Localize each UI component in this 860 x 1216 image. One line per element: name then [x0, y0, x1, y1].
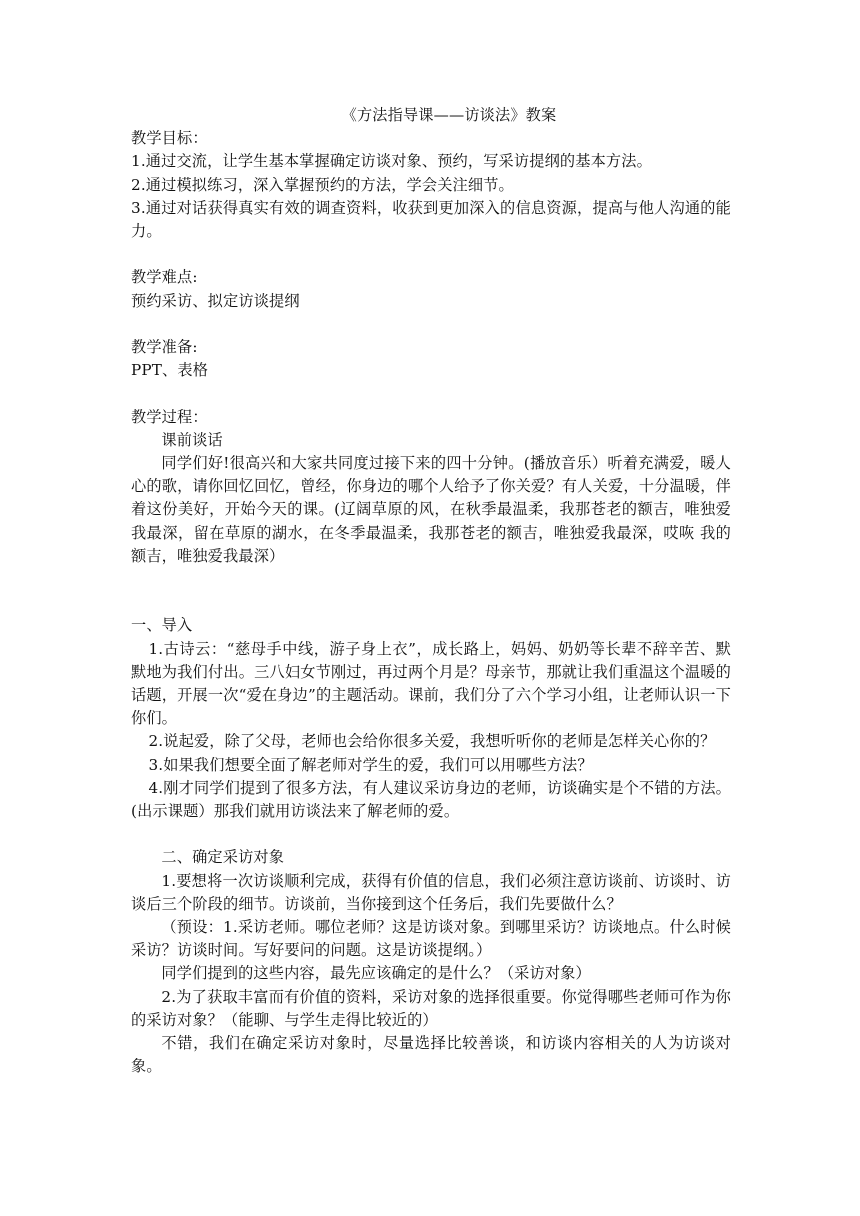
section2-paragraph-5: 不错，我们在确定采访对象时，尽量选择比较善谈，和访谈内容相关的人为访谈对象。: [131, 1034, 731, 1076]
section2-paragraph-3: 同学们提到的这些内容，最先应该确定的是什么？（采访对象）: [161, 964, 591, 983]
document-page: [131, 104, 731, 1078]
preparation-heading: 教学准备:: [131, 338, 198, 356]
section1-item-4: 4.刚才同学们提到了很多方法，有人建议采访身边的老师，访谈确实是个不错的方法。(出示课题）那我们就用访谈法来了解老师的爱。: [131, 778, 731, 821]
section2-paragraph-2: （预设：1.采访老师。哪位老师？这是访谈对象。到哪里采访？访谈地点。什么时候采访？访谈时间。写好要问的问题。这是访谈提纲。）: [131, 918, 731, 960]
difficulty-heading: 教学难点:: [131, 268, 198, 287]
goal-item-3: 3.通过对话获得真实有效的调查资料，收获到更加深入的信息资源，提高与他人沟通的能力。: [131, 198, 731, 241]
document-title: 《方法指导课——访谈法》教案: [341, 106, 557, 124]
process-heading: 教学过程：: [131, 407, 208, 426]
section1-item-1: 1.古诗云：“慈母手中线，游子身上衣”，成长路上，妈妈、奶奶等长辈不辞辛苦、默默地为我们付出。三八妇女节刚过，再过两个月是？母亲节，那就让我们重温这个温暖的话题，开展一次“爱在身边”的主题活动。课前，我们分了六个学习小组，让老师认识一下你们。: [131, 639, 731, 728]
section2-paragraph-4: 2.为了获取丰富而有价值的资料，采访对象的选择很重要。你觉得哪些老师可作为你的采访对象？（能聊、与学生走得比较近的）: [131, 987, 731, 1029]
spacer: [131, 243, 731, 266]
pre-talk-heading: 课前谈话: [161, 430, 223, 449]
goal-item-2: 2.通过模拟练习，深入掌握预约的方法，学会关注细节。: [131, 175, 514, 194]
spacer: [131, 823, 731, 846]
spacer: [131, 382, 731, 405]
section2-paragraph-1: 1.要想将一次访谈顺利完成，获得有价值的信息，我们必须注意访谈前、访谈时、访谈后三个阶段的细节。访谈前，当你接到这个任务后，我们先要做什么？: [131, 871, 731, 913]
section1-heading: 一、导入: [131, 616, 193, 635]
goals-heading: 教学目标：: [131, 129, 208, 148]
goal-item-1: 1.通过交流，让学生基本掌握确定访谈对象、预约，写采访提纲的基本方法。: [131, 152, 652, 171]
preparation-text: PPT、表格: [131, 361, 209, 380]
section1-item-3: 3.如果我们想要全面了解老师对学生的爱，我们可以用哪些方法？: [148, 755, 593, 774]
section2-heading: 二、确定采访对象: [161, 848, 285, 867]
spacer: [131, 313, 731, 336]
spacer: [131, 568, 731, 614]
section1-item-2: 2.说起爱，除了父母，老师也会给你很多关爱，我想听听你的老师是怎样关心你的？: [148, 732, 716, 751]
difficulty-text: 预约采访、拟定访谈提纲: [131, 291, 300, 310]
pre-talk-paragraph: 同学们好!很高兴和大家共同度过接下来的四十分钟。(播放音乐）听着充满爱，暖人心的歌，请你回忆回忆，曾经，你身边的哪个人给予了你关爱？有人关爱，十分温暖，伴着这份美好，开始今天的课。(辽阔草原的风，在秋季最温柔，我那苍老的额吉，唯独爱我最深，留在草原的湖水，在冬季最温柔，我那苍老的额吉，唯独爱我最深，哎咴 我的额吉，唯独爱我最深）: [131, 454, 731, 565]
